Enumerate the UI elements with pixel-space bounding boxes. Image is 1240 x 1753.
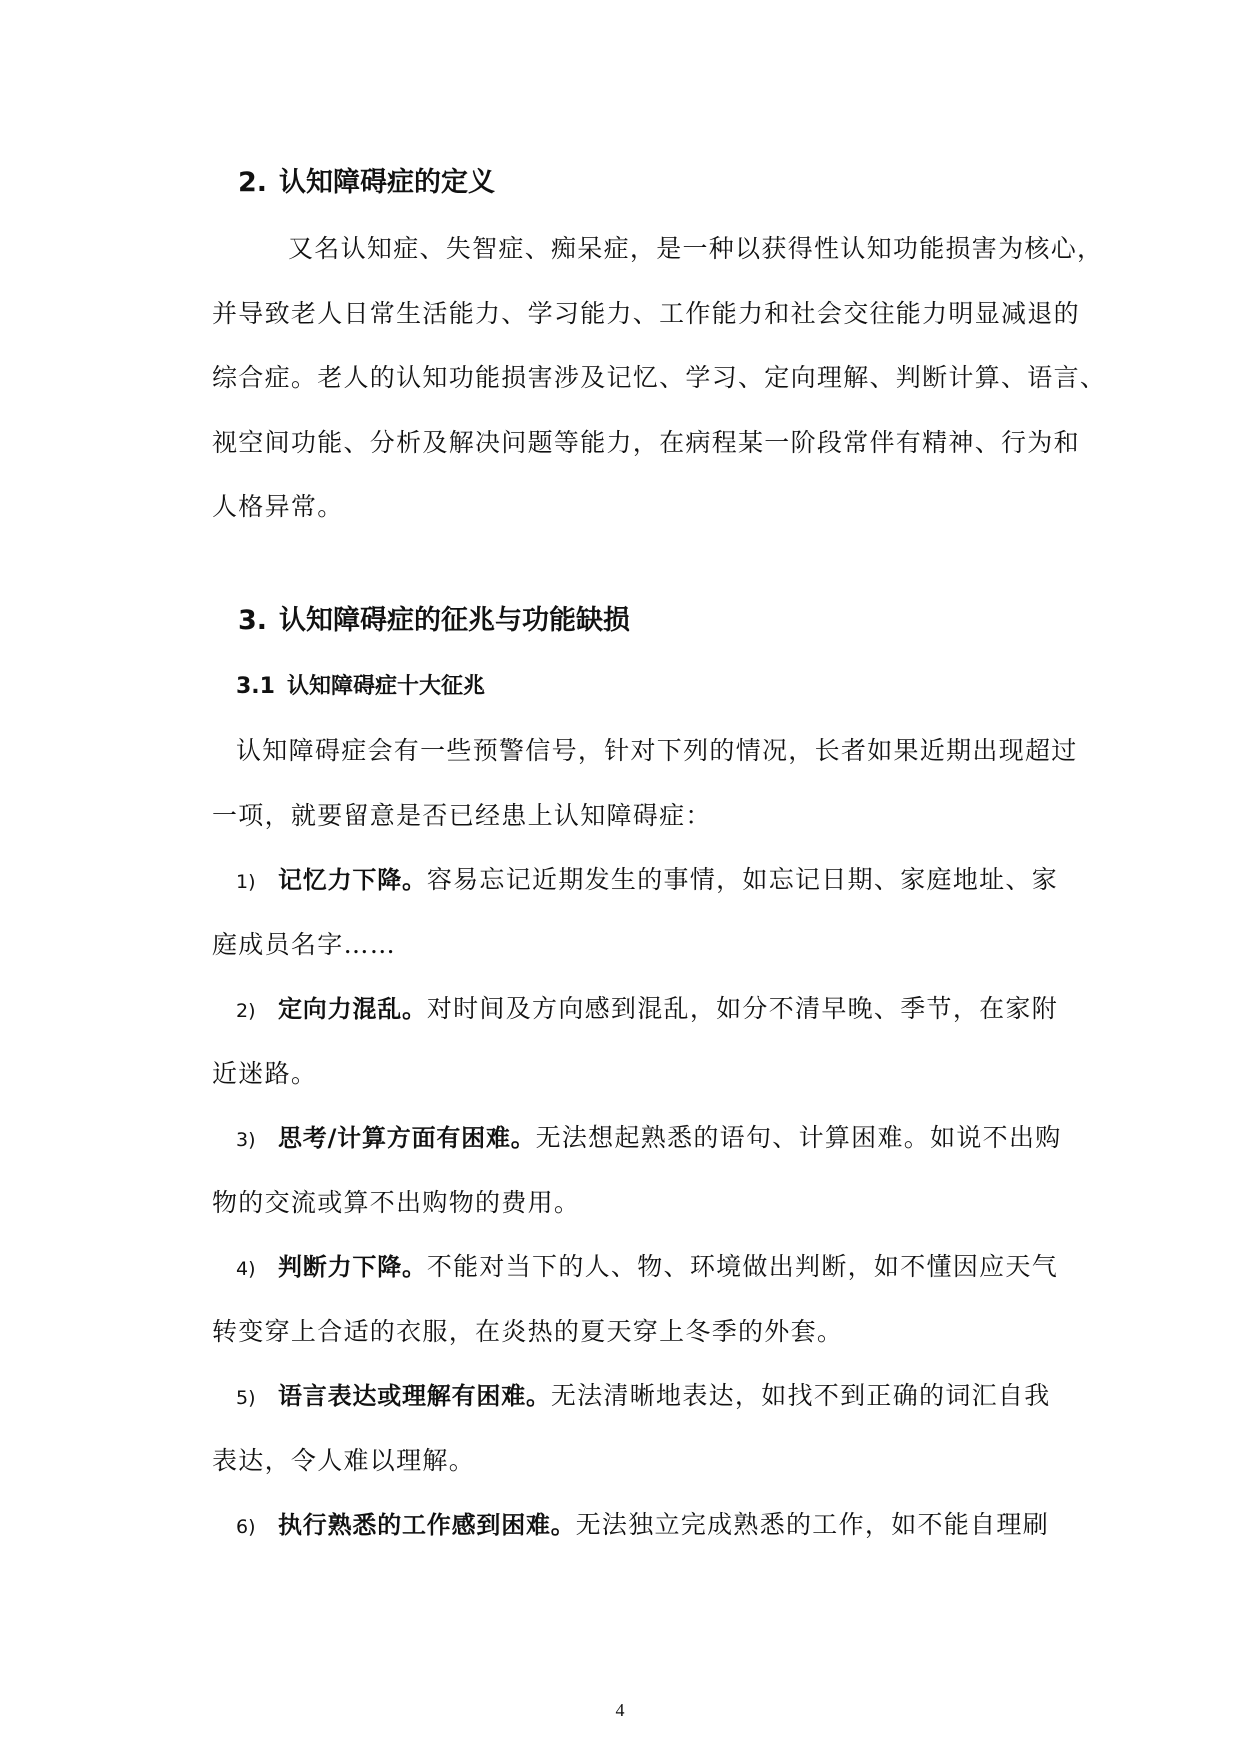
paragraph-line: 并导致老人日常生活能力、学习能力、工作能力和社会交往能力明显减退的 [212,298,1080,328]
list-item-index: 5) [236,1387,256,1409]
list-item-text: 对时间及方向感到混乱，如分不清早晚、季节，在家附 [426,994,1059,1023]
section-3-1-title: 认知障碍症十大征兆 [286,674,485,699]
section-3-1-number: 3.1 [236,674,275,699]
list-item-index: 1) [236,871,256,893]
list-item-text: 无法想起熟悉的语句、计算困难。如说不出购 [535,1123,1062,1152]
section-3-number: 3. [238,605,268,636]
list-item-3 [212,1106,1062,1171]
list-item-continuation: 近迷路。 [212,1058,318,1088]
section-3-title: 认知障碍症的征兆与功能缺损 [279,605,631,636]
list-item-text: 不能对当下的人、物、环境做出判断，如不懂因应天气 [426,1252,1059,1281]
list-item-1 [212,848,1059,913]
list-item-title: 思考/计算方面有困难。 [278,1124,536,1152]
list-item-text: 容易忘记近期发生的事情，如忘记日期、家庭地址、家 [426,865,1059,894]
paragraph-line: 人格异常。 [212,492,344,521]
list-item-text: 无法清晰地表达，如找不到正确的词汇自我 [550,1381,1051,1410]
list-item-5 [212,1364,1052,1429]
intro-line: 认知障碍症会有一些预警信号，针对下列的情况，长者如果近期出现超过 [236,736,1078,765]
list-item-title: 执行熟悉的工作感到困难。 [278,1511,576,1539]
list-item-continuation: 表达，令人难以理解。 [212,1445,476,1475]
list-item-index: 2) [236,1000,256,1022]
list-item-continuation: 物的交流或算不出购物的费用。 [212,1187,581,1217]
list-item-title: 定向力混乱。 [278,995,427,1023]
list-item-2 [212,977,1059,1042]
list-item-index: 6) [236,1516,256,1538]
list-item-text: 无法独立完成熟悉的工作，如不能自理刷 [575,1510,1050,1539]
list-item-continuation: 转变穿上合适的衣服，在炎热的夏天穿上冬季的外套。 [212,1316,844,1346]
list-item-title: 语言表达或理解有困难。 [278,1382,551,1410]
section-3-1-content [212,719,1078,1558]
section-3-heading [238,603,630,639]
list-item-title: 判断力下降。 [278,1253,427,1281]
section-2-title: 认知障碍症的定义 [279,167,496,198]
list-item-index: 3) [236,1129,256,1151]
section-2-number: 2. [238,167,268,198]
page-number: 4 [615,1700,625,1720]
intro-line: 一项，就要留意是否已经患上认知障碍症： [212,800,712,830]
section-2-heading [238,165,495,201]
section-3-1-heading [236,672,485,702]
paragraph-line: 视空间功能、分析及解决问题等能力，在病程某一阶段常伴有精神、行为和 [212,427,1080,457]
section-2-paragraph [212,217,1107,540]
list-item-title: 记忆力下降。 [278,866,427,894]
list-item-4 [212,1235,1059,1300]
list-item-index: 4) [236,1258,256,1280]
list-item-6 [212,1493,1052,1558]
list-item-continuation: 庭成员名字…… [212,929,397,959]
paragraph-line: 又名认知症、失智症、痴呆症，是一种以获得性认知功能损害为核心， [288,234,1104,263]
paragraph-line: 综合症。老人的认知功能损害涉及记忆、学习、定向理解、判断计算、语言、 [212,363,1107,392]
